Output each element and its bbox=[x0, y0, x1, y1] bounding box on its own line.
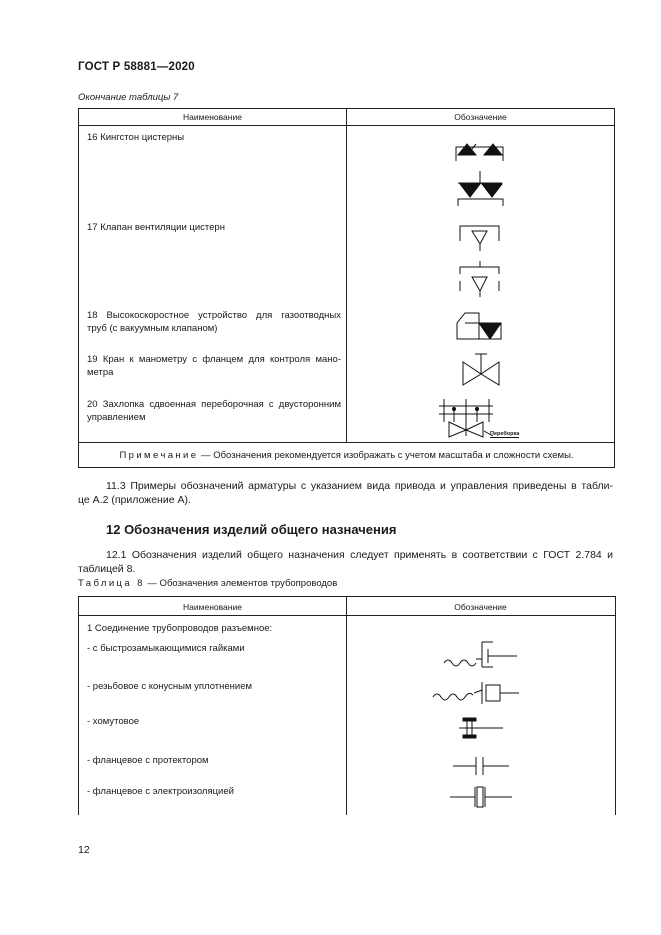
table8-caption-label: Таблица 8 bbox=[78, 578, 145, 589]
vent-valve-icon bbox=[460, 226, 499, 297]
hs-device-icon bbox=[457, 313, 501, 339]
section-title: 12 Обозначения изделий общего назначения bbox=[106, 522, 397, 537]
para-11-3-line2: це А.2 (приложение А). bbox=[78, 494, 191, 506]
table7-row20-name-l2: управлением bbox=[87, 412, 146, 423]
table8-symbols bbox=[79, 597, 615, 815]
table7-col-symbol: Обозначение bbox=[454, 112, 507, 122]
table8-row1a-name: - с быстрозамыкающимися гайками bbox=[87, 643, 245, 654]
table7-col-name: Наименование bbox=[183, 112, 242, 122]
table7-note bbox=[79, 450, 614, 461]
double-flap-icon bbox=[439, 399, 493, 437]
threaded-cone-joint-icon bbox=[433, 682, 519, 704]
table8-caption-text: — Обозначения элементов трубопроводов bbox=[144, 578, 338, 589]
table7-row20-name-l1: 20 Захлопка сдвоенная переборочная с двусторонним bbox=[87, 399, 341, 410]
clamp-joint-icon bbox=[459, 718, 503, 738]
table8-row1d-name: - фланцевое с протектором bbox=[87, 755, 209, 766]
para-11-3-line1: 11.3 Примеры обозначений арматуры с указанием вида привода и управления приведены в табли- bbox=[106, 480, 613, 492]
table8-col-symbol: Обозначение bbox=[454, 602, 507, 612]
kingston-icon bbox=[456, 144, 503, 206]
table7-row19-name-l1: 19 Кран к манометру с фланцем для контроля мано- bbox=[87, 354, 341, 365]
bulkhead-label: Переборка bbox=[490, 431, 520, 437]
table7-row18-name-l2: труб (с вакуумным клапаном) bbox=[87, 323, 218, 334]
table8 bbox=[78, 596, 616, 815]
table7 bbox=[78, 108, 615, 468]
table7-row19-name-l2: метра bbox=[87, 367, 114, 378]
table8-row1e-name: - фланцевое с электроизоляцией bbox=[87, 786, 234, 797]
table8-row1b-name: - резьбовое с конусным уплотнением bbox=[87, 681, 253, 692]
table7-caption: Окончание таблицы 7 bbox=[78, 92, 179, 103]
table8-row1-name: 1 Соединение трубопроводов разъемное: bbox=[87, 623, 273, 634]
table7-symbols bbox=[79, 109, 614, 467]
flange-protector-icon bbox=[453, 757, 509, 775]
quick-nut-joint-icon bbox=[444, 642, 517, 667]
document-header: ГОСТ Р 58881—2020 bbox=[78, 61, 195, 73]
flange-insulated-icon bbox=[450, 787, 512, 807]
table8-col-name: Наименование bbox=[183, 602, 242, 612]
table8-caption bbox=[78, 578, 337, 589]
table8-row1c-name: - хомутовое bbox=[87, 716, 140, 727]
para-12-1-line2: таблицей 8. bbox=[78, 563, 136, 575]
para-12-1-line1: 12.1 Обозначения изделий общего назначения следует применять в соответствии с ГОСТ 2.784 и bbox=[106, 549, 613, 561]
note-label: Примечание bbox=[119, 450, 199, 461]
page-number: 12 bbox=[78, 844, 90, 856]
note-text: — Обозначения рекомендуется изображать с учетом масштаба и сложности схемы. bbox=[198, 450, 574, 461]
table7-row16-name: 16 Кингстон цистерны bbox=[87, 132, 185, 143]
gauge-cock-icon bbox=[463, 354, 499, 385]
table7-row17-name: 17 Клапан вентиляции цистерн bbox=[87, 222, 225, 233]
table7-row18-name-l1: 18 Высокоскоростное устройство для газоотводных bbox=[87, 310, 341, 321]
